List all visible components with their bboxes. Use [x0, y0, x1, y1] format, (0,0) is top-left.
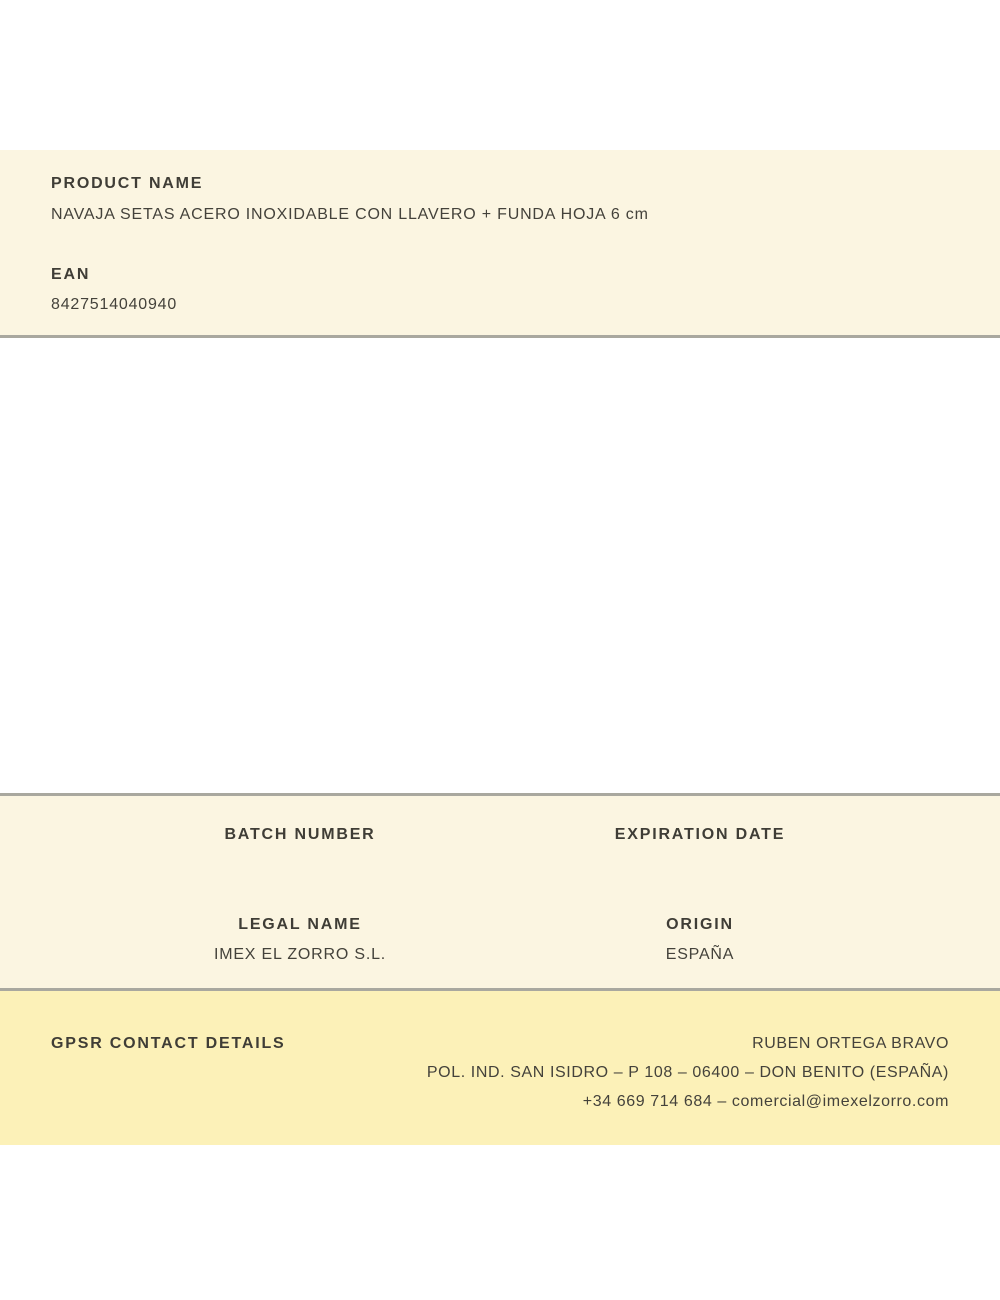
product-name-value: NAVAJA SETAS ACERO INOXIDABLE CON LLAVERO + FUNDA HOJA 6 cm: [51, 206, 649, 223]
batch-expiration-labels-row: [100, 826, 900, 844]
expiration-date-label: EXPIRATION DATE: [614, 826, 786, 843]
gpsr-contact-details-label: GPSR CONTACT DETAILS: [51, 1035, 286, 1052]
batch-legal-section: [0, 793, 1000, 991]
gpsr-contact-phone-email: +34 669 714 684 – comercial@imexelzorro.com: [582, 1093, 949, 1110]
legal-origin-labels-row: [100, 916, 900, 934]
gpsr-contact-address: POL. IND. SAN ISIDRO – P 108 – 06400 – DON BENITO (ESPAÑA): [426, 1064, 949, 1081]
origin-value: ESPAÑA: [665, 946, 735, 963]
gpsr-contact-block: [427, 1029, 949, 1116]
ean-value: 8427514040940: [51, 296, 178, 313]
legal-origin-values-row: [100, 946, 900, 964]
batch-number-label: BATCH NUMBER: [224, 826, 376, 843]
legal-name-value: IMEX EL ZORRO S.L.: [213, 946, 387, 963]
product-identity-section: [0, 150, 1000, 338]
gpsr-contact-name: RUBEN ORTEGA BRAVO: [752, 1035, 949, 1052]
legal-name-label: LEGAL NAME: [238, 916, 362, 933]
gpsr-contact-section: [0, 991, 1000, 1145]
product-name-label: PRODUCT NAME: [51, 175, 204, 192]
origin-label: ORIGIN: [666, 916, 734, 933]
ean-label: EAN: [51, 266, 91, 283]
